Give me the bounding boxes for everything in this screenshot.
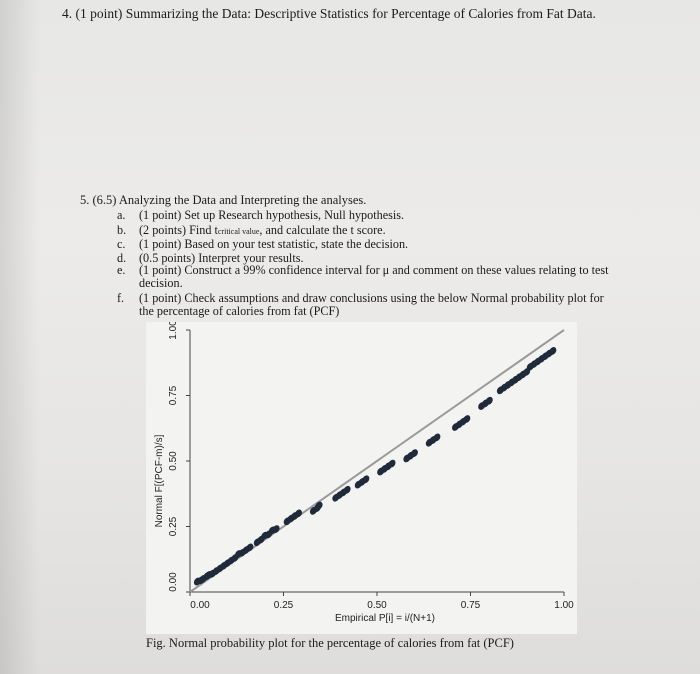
x-tick-label: 0.50: [367, 600, 387, 611]
item-text-line1: (1 point) Construct a 99% confidence interval for μ and comment on these values relating to test: [139, 263, 609, 277]
item-label: e.: [117, 263, 126, 277]
y-tick-label: 0.75: [168, 385, 179, 406]
y-tick-label: 0.25: [168, 516, 179, 537]
y-tick-label: 0.00: [168, 572, 179, 592]
item-text-before: (2 points) Find t: [139, 223, 218, 237]
question-5-title: 5. (6.5) Analyzing the Data and Interpreting the analyses.: [80, 193, 367, 207]
x-tick-label: 1.00: [554, 600, 574, 611]
item-label: a.: [117, 208, 126, 222]
question-4-text: 4. (1 point) Summarizing the Data: Descriptive Statistics for Percentage of Calories from Fat Data.: [62, 6, 596, 21]
figure-caption: Fig. Normal probability plot for the percentage of calories from fat (PCF): [146, 636, 514, 650]
item-text-line1: (1 point) Check assumptions and draw conclusions using the below Normal probability plot for: [139, 291, 604, 305]
y-axis-label: Normal F[(PCF-m)/s]: [154, 434, 165, 528]
plot-canvas: [146, 322, 577, 634]
normal-probability-plot: [146, 322, 577, 634]
item-text: (1 point) Set up Research hypothesis, Null hypothesis.: [139, 208, 405, 222]
item-label: d.: [117, 251, 127, 265]
item-text-line2: decision.: [139, 276, 183, 290]
data-points: [192, 346, 557, 587]
item-text-after: , and calculate the t score.: [259, 223, 386, 237]
item-label: c.: [117, 237, 126, 251]
question-5-item-b: [117, 224, 386, 238]
x-tick-label: 0.00: [190, 600, 210, 611]
y-tick-label: 1.00: [168, 322, 179, 340]
question-5-item-c: [117, 238, 408, 251]
item-label: b.: [117, 223, 127, 237]
question-5-item-a: [117, 209, 404, 222]
x-tick-label: 0.75: [460, 600, 481, 611]
x-axis-label: Empirical P[i] = i/(N+1): [334, 613, 436, 624]
item-text-line2: the percentage of calories from fat (PCF): [139, 304, 340, 318]
item-text: (0.5 points) Interpret your results.: [139, 251, 304, 265]
x-tick-label: 0.25: [273, 600, 294, 611]
question-5-item-f: [117, 292, 677, 318]
y-tick-label: 0.50: [168, 451, 179, 471]
item-label: f.: [117, 291, 125, 305]
page-shadow: [0, 0, 40, 674]
question-5-item-e: [117, 264, 677, 290]
t-critical-subscript: critical value: [217, 227, 260, 236]
item-text: (1 point) Based on your test statistic, state the decision.: [139, 237, 409, 251]
